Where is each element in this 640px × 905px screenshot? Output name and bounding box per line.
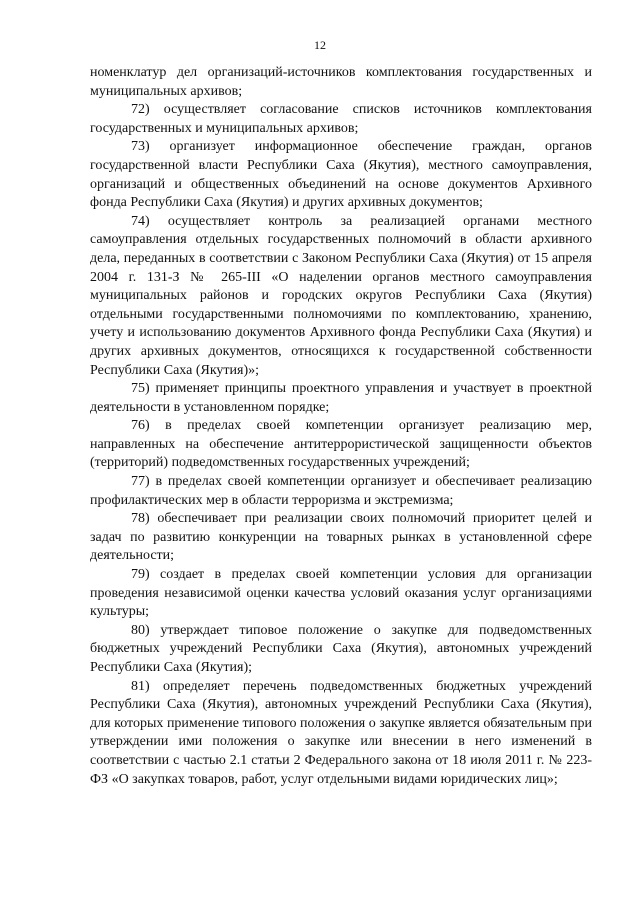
paragraph-item-75: 75) применяет принципы проектного управления и участвует в проектной деятельности в установленном порядке; bbox=[90, 381, 592, 415]
paragraph-item-81: 81) определяет перечень подведомственных бюджетных учреждений Республики Саха (Якутия), автономных учреждений Республики Саха (Якутия), для которых применение типового положения о закупке является обязательным при утверждении ими положения о закупке или внесении в него изменений в соответствии с частью 2.1 статьи 2 Федерального закона от 18 июля 2011 г. № 223-ФЗ «О закупках товаров, работ, услуг отдельными видами юридических лиц»; bbox=[90, 678, 592, 787]
paragraph-item-73: 73) организует информационное обеспечение граждан, органов государственной власти Республики Саха (Якутия), местного самоуправления, организаций и общественных объединений на основе документов Архивного фонда Республики Саха (Якутия) и других архивных документов; bbox=[90, 139, 592, 211]
paragraph-item-76: 76) в пределах своей компетенции организует реализацию мер, направленных на обеспечение антитеррористической защищенности объектов (территорий) подведомственных государственных учреждений; bbox=[90, 418, 592, 471]
paragraph-item-77: 77) в пределах своей компетенции организует и обеспечивает реализацию профилактических мер в области терроризма и экстремизма; bbox=[90, 474, 592, 508]
page-number: 12 bbox=[314, 38, 326, 52]
paragraph-item-78: 78) обеспечивает при реализации своих полномочий приоритет целей и задач по развитию конкуренции на товарных рынках в установленной сфере деятельности; bbox=[90, 511, 592, 564]
document-body bbox=[90, 64, 592, 789]
paragraph-item-79: 79) создает в пределах своей компетенции условия для организации проведения независимой оценки качества условий оказания услуг организациями культуры; bbox=[90, 567, 592, 620]
paragraph-continuation: номенклатур дел организаций-источников комплектования государственных и муниципальных архивов; bbox=[90, 65, 592, 99]
paragraph-item-80: 80) утверждает типовое положение о закупке для подведомственных бюджетных учреждений Республики Саха (Якутия), автономных учреждений Республики Саха (Якутия); bbox=[90, 622, 592, 675]
paragraph-item-74: 74) осуществляет контроль за реализацией органами местного самоуправления отдельных государственных полномочий в области архивного дела, переданных в соответствии с Законом Республики Саха (Якутия) от 15 апреля 2004 г. 131-З № 265-III «О наделении органов местного самоуправления муниципальных районов и городских округов Республики Саха (Якутия) отдельными государственными полномочиями по комплектованию, хранению, учету и использованию документов Архивного фонда Республики Саха (Якутия) и других архивных документов, относящихся к государственной собственности Республики Саха (Якутия)»; bbox=[90, 213, 592, 378]
paragraph-item-72: 72) осуществляет согласование списков источников комплектования государственных и муниципальных архивов; bbox=[90, 102, 592, 136]
